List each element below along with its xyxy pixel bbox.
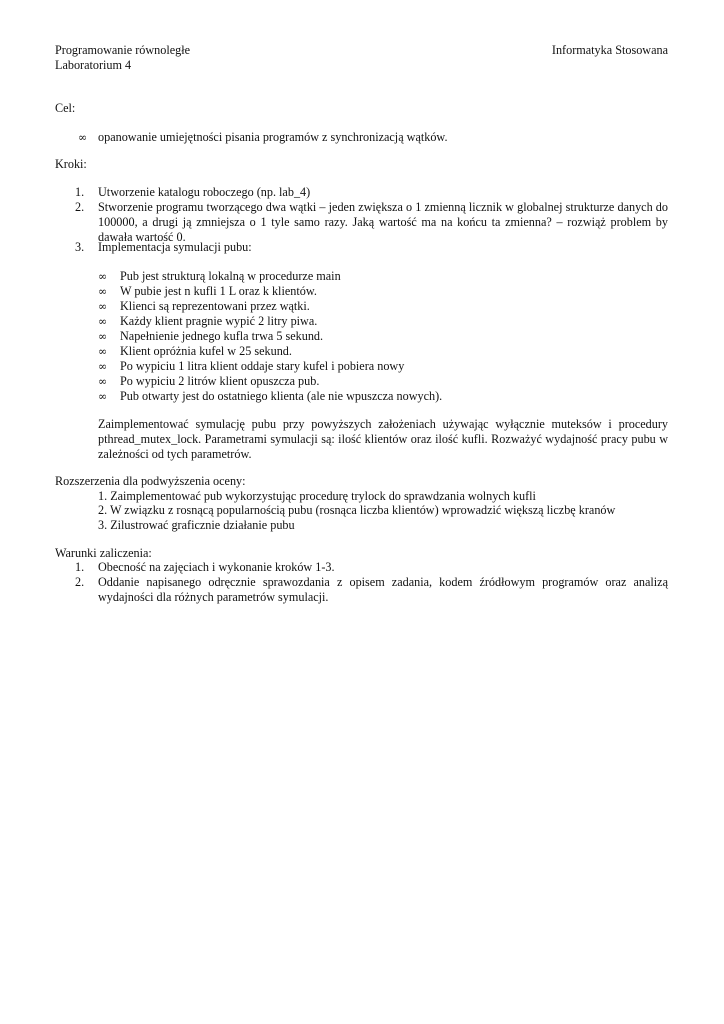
pub-rule-text: Po wypiciu 1 litra klient oddaje stary kufel i pobiera nowy [120, 359, 405, 373]
pub-rule-text: W pubie jest n kufli 1 L oraz k klientów. [120, 284, 317, 298]
step-text: Stworzenie programu tworzącego dwa wątki – jeden zwiększa o 1 zmienną licznik w globalnej strukturze danych do 100000, a drugi ją zmniejsza o 1 tyle samo razy. Jaką wartość ma na końcu ta zmienna? – rozwiąż problem by dawała wartość 0. [98, 200, 668, 244]
infinity-bullet-icon: ∞ [98, 345, 108, 358]
condition-number: 2. [75, 575, 85, 589]
condition-text: Oddanie napisanego odręcznie sprawozdania z opisem zadania, kodem źródłowym programów oraz analizą wydajności dla różnych parametrów symulacji. [98, 575, 668, 604]
pub-rule-text: Klienci są reprezentowani przez wątki. [120, 299, 310, 313]
extension-item: 1. Zaimplementować pub wykorzystując procedurę trylock do sprawdzania wolnych kufli [98, 489, 536, 503]
infinity-bullet-icon: ∞ [78, 131, 88, 144]
condition-item [55, 575, 668, 605]
condition-number: 1. [75, 560, 85, 574]
infinity-bullet-icon: ∞ [98, 285, 108, 298]
pub-task-paragraph: Zaimplementować symulację pubu przy powyższych założeniach używając wyłącznie muteksów i procedury pthread_mutex_lock. Parametrami symulacji są: ilość klientów oraz ilość kufli. Rozważyć wydajność pracy pubu w zależności od tych parametrów. [98, 417, 668, 461]
goal-text: opanowanie umiejętności pisania programów z synchronizacją wątków. [98, 130, 448, 144]
step-item [55, 200, 668, 245]
step-number: 1. [75, 185, 85, 199]
pub-rule-text: Pub jest strukturą lokalną w procedurze main [120, 269, 341, 283]
step-item [55, 185, 668, 200]
pub-rule-text: Pub otwarty jest do ostatniego klienta (ale nie wpuszcza nowych). [120, 389, 443, 403]
infinity-bullet-icon: ∞ [98, 315, 108, 328]
course-title: Programowanie równoległe [55, 43, 191, 57]
pub-rule-text: Każdy klient pragnie wypić 2 litry piwa. [120, 314, 318, 328]
pub-rule-text: Klient opróżnia kufel w 25 sekund. [120, 344, 292, 358]
infinity-bullet-icon: ∞ [98, 330, 108, 343]
steps-label: Kroki: [55, 157, 87, 171]
goal-label: Cel: [55, 101, 76, 115]
step-text: Utworzenie katalogu roboczego (np. lab_4) [98, 185, 311, 199]
condition-text: Obecność na zajęciach i wykonanie kroków 1-3. [98, 560, 335, 574]
step-number: 3. [75, 240, 85, 254]
department-name: Informatyka Stosowana [551, 43, 668, 57]
infinity-bullet-icon: ∞ [98, 270, 108, 283]
infinity-bullet-icon: ∞ [98, 375, 108, 388]
infinity-bullet-icon: ∞ [98, 300, 108, 313]
extensions-label: Rozszerzenia dla podwyższenia oceny: [55, 474, 246, 488]
infinity-bullet-icon: ∞ [98, 360, 108, 373]
pub-rule-text: Po wypiciu 2 litrów klient opuszcza pub. [120, 374, 320, 388]
extension-item: 2. W związku z rosnącą popularnością pubu (rosnąca liczba klientów) wprowadzić większą liczbę kranów [98, 503, 616, 517]
condition-item [55, 560, 668, 575]
page-header [55, 43, 668, 73]
step-number: 2. [75, 200, 85, 214]
infinity-bullet-icon: ∞ [98, 390, 108, 403]
step-text: Implementacja symulacji pubu: [98, 240, 252, 254]
step-item [55, 240, 668, 255]
header-left [55, 43, 190, 73]
pub-rule-text: Napełnienie jednego kufla trwa 5 sekund. [120, 329, 324, 343]
conditions-label: Warunki zaliczenia: [55, 546, 152, 560]
lab-title: Laboratorium 4 [55, 58, 132, 72]
extension-item: 3. Zilustrować graficznie działanie pubu [98, 518, 295, 532]
